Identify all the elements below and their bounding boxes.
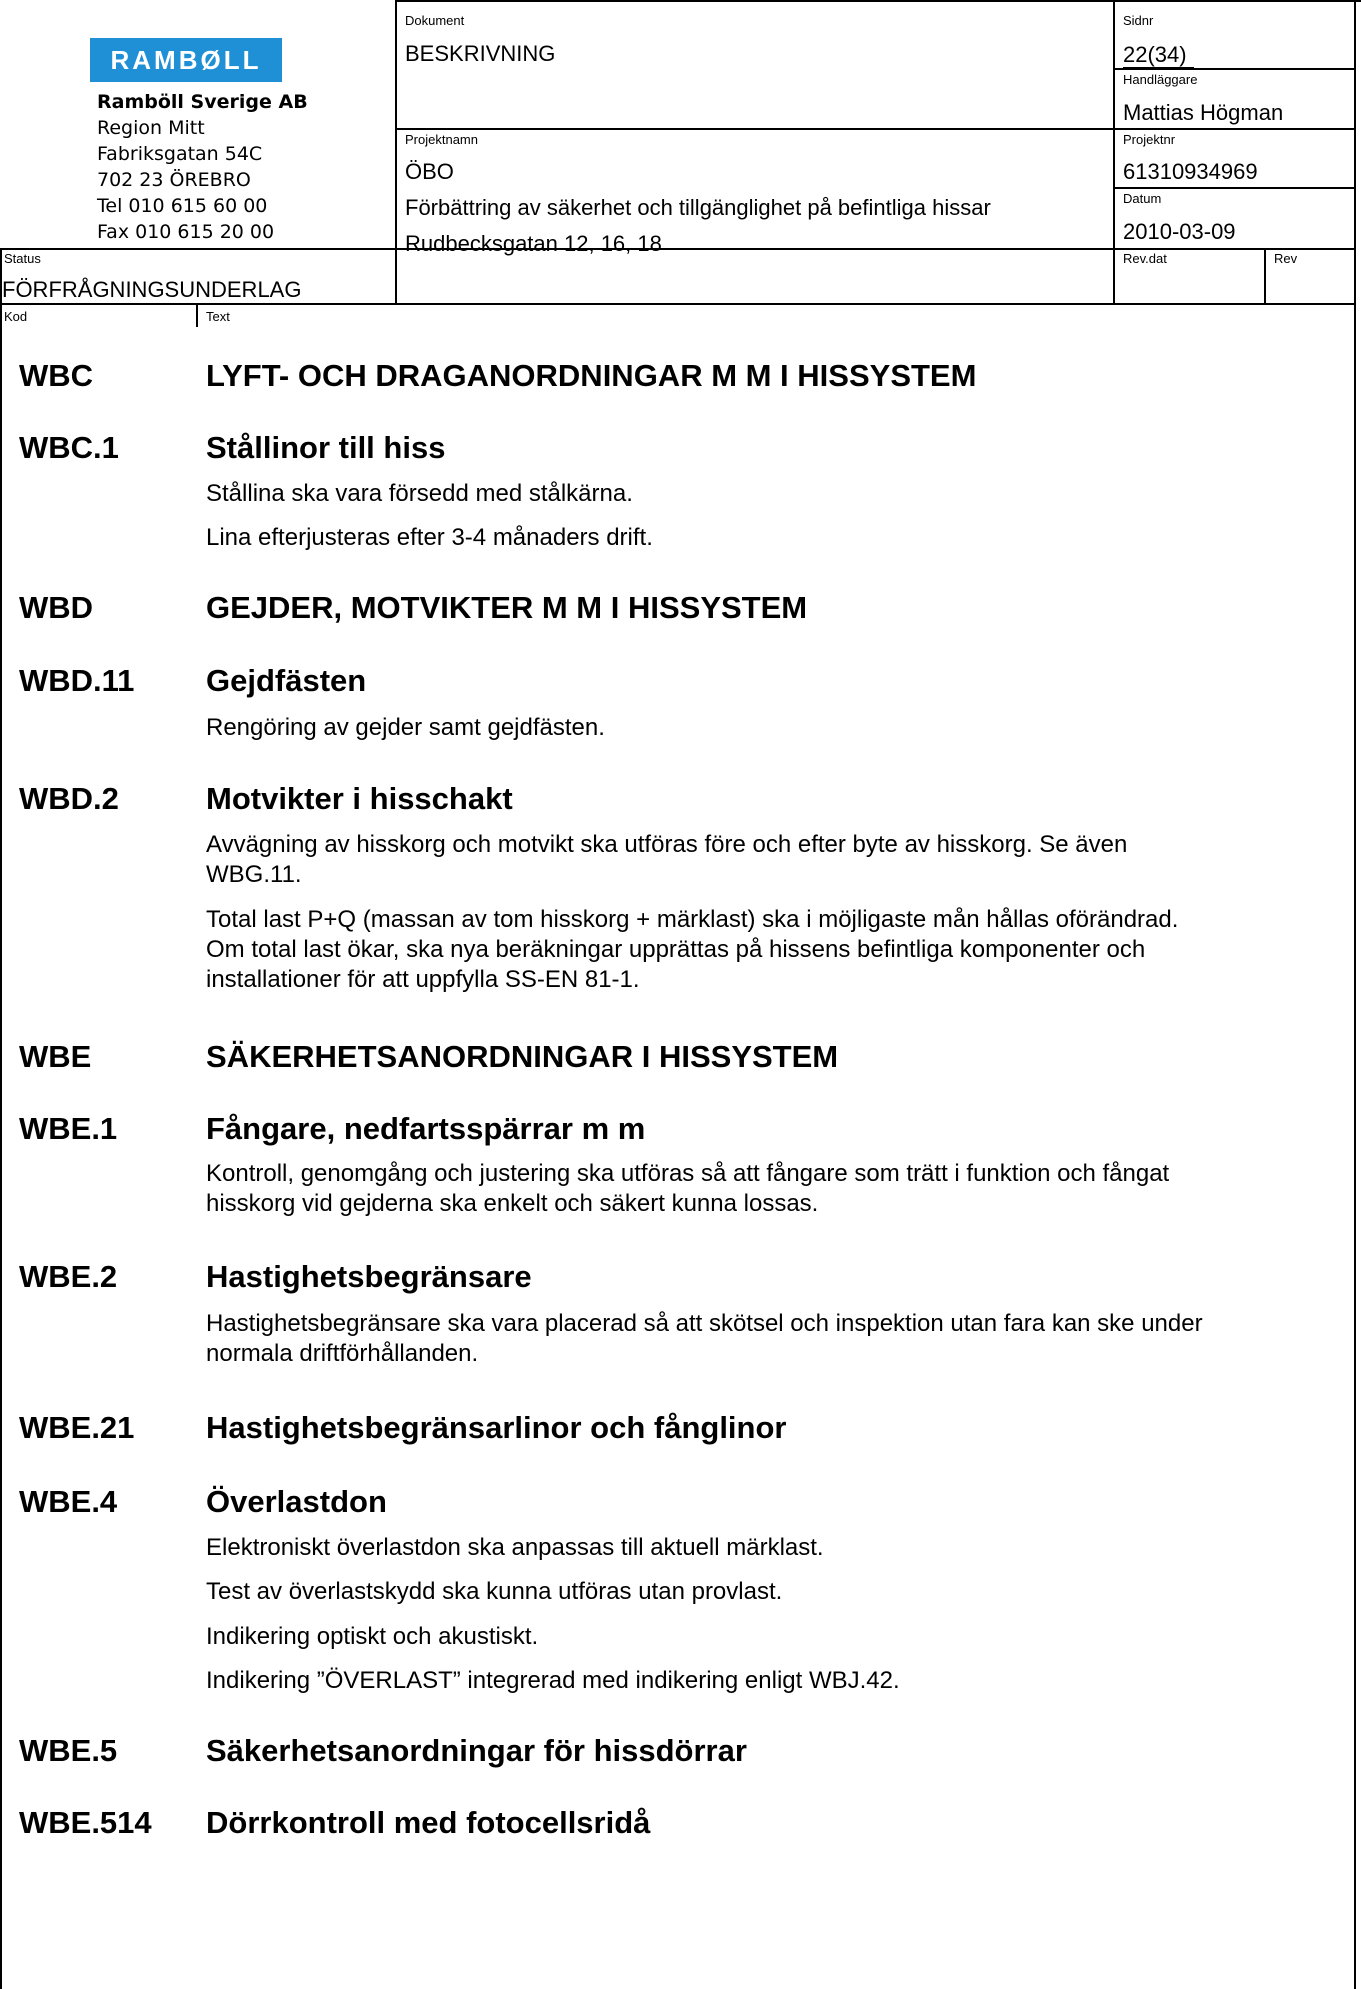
projektnr-label: Projektnr xyxy=(1123,132,1176,147)
section-paragraph: Indikering ”ÖVERLAST” integrerad med indikering enligt WBJ.42. xyxy=(206,1667,900,1694)
projektnamn-line-3: Rudbecksgatan 12, 16, 18 xyxy=(405,231,662,256)
datum-value: 2010-03-09 xyxy=(1123,219,1236,244)
section-title: GEJDER, MOTVIKTER M M I HISSYSTEM xyxy=(206,590,808,625)
header-hline-handlaggare xyxy=(1113,68,1356,70)
projektnamn-label: Projektnamn xyxy=(405,132,478,147)
projektnamn-line-1: ÖBO xyxy=(405,159,454,184)
section-code: WBE.1 xyxy=(19,1111,118,1146)
revdat-label: Rev.dat xyxy=(1123,251,1167,266)
section-code: WBD.11 xyxy=(19,663,135,698)
section-code: WBE.4 xyxy=(19,1484,118,1519)
header-hline-status xyxy=(0,248,1356,250)
section-paragraph: Elektroniskt överlastdon ska anpassas till aktuell märklast. xyxy=(206,1534,824,1561)
section-title: Dörrkontroll med fotocellsridå xyxy=(206,1805,651,1840)
section-title: Säkerhetsanordningar för hissdörrar xyxy=(206,1733,747,1768)
projektnr-value: 61310934969 xyxy=(1123,159,1258,184)
section-title: Motvikter i hisschakt xyxy=(206,781,513,816)
company-line: 702 23 ÖREBRO xyxy=(97,169,251,191)
section-code: WBE xyxy=(19,1039,92,1074)
datum-label: Datum xyxy=(1123,191,1162,206)
kod-text-divider xyxy=(196,305,198,327)
header-divider-v2 xyxy=(1113,0,1115,305)
section-paragraph: Indikering optiskt och akustiskt. xyxy=(206,1623,539,1650)
section-title: Fångare, nedfartsspärrar m m xyxy=(206,1111,646,1146)
company-name: Ramböll Sverige AB xyxy=(97,91,308,113)
header-top-border xyxy=(395,0,1361,2)
section-code: WBE.2 xyxy=(19,1259,118,1294)
section-title: Överlastdon xyxy=(206,1484,387,1519)
text-label: Text xyxy=(206,309,230,324)
section-code: WBE.514 xyxy=(19,1805,152,1840)
section-code: WBC.1 xyxy=(19,430,119,465)
handlaggare-label: Handläggare xyxy=(1123,72,1198,87)
sidnr-underline xyxy=(1123,67,1194,68)
dokument-value: BESKRIVNING xyxy=(405,41,556,66)
section-paragraph: Lina efterjusteras efter 3-4 månaders drift. xyxy=(206,524,653,551)
section-code: WBD.2 xyxy=(19,781,119,816)
status-label: Status xyxy=(4,251,41,266)
header-hline-datum xyxy=(1113,187,1356,189)
section-paragraph: Total last P+Q (massan av tom hisskorg + märklast) ska i möjligaste mån hållas oförändrad. Om total last ökar, ska nya beräkningar upprättas på hissens befintliga komponenter och installationer för att uppfylla SS-EN 81-1. xyxy=(206,906,1179,993)
rev-label: Rev xyxy=(1274,251,1298,266)
section-title: Hastighetsbegränsare xyxy=(206,1259,532,1294)
sidnr-value: 22(34) xyxy=(1123,42,1187,67)
section-code: WBD xyxy=(19,590,94,625)
company-line: Tel 010 615 60 00 xyxy=(97,195,268,217)
section-paragraph: Rengöring av gejder samt gejdfästen. xyxy=(206,714,605,741)
projektnamn-line-2: Förbättring av säkerhet och tillgänglighet på befintliga hissar xyxy=(405,195,991,220)
header-hline-dokument xyxy=(395,128,1356,130)
company-line: Fabriksgatan 54C xyxy=(97,143,263,165)
section-code: WBC xyxy=(19,358,94,393)
sidnr-label: Sidnr xyxy=(1123,13,1154,28)
section-title: Stållinor till hiss xyxy=(206,430,446,465)
company-line: Fax 010 615 20 00 xyxy=(97,221,275,243)
section-title: Hastighetsbegränsarlinor och fånglinor xyxy=(206,1410,787,1445)
header-divider-v1 xyxy=(395,0,397,305)
section-title: SÄKERHETSANORDNINGAR I HISSYSTEM xyxy=(206,1039,839,1074)
section-paragraph: Stållina ska vara försedd med stålkärna. xyxy=(206,480,633,507)
section-paragraph: Hastighetsbegränsare ska vara placerad så att skötsel och inspektion utan fara kan ske under normala driftförhållanden. xyxy=(206,1310,1203,1367)
header-divider-v3 xyxy=(1264,248,1266,305)
frame-left-border xyxy=(0,248,2,1989)
company-address xyxy=(97,89,387,245)
section-title: LYFT- OCH DRAGANORDNINGAR M M I HISSYSTEM xyxy=(206,358,977,393)
handlaggare-value: Mattias Högman xyxy=(1123,100,1284,125)
section-paragraph: Test av överlastskydd ska kunna utföras utan provlast. xyxy=(206,1578,783,1605)
header-hline-bottom xyxy=(0,303,1356,305)
kod-label: Kod xyxy=(4,309,28,324)
section-paragraph: Avvägning av hisskorg och motvikt ska utföras före och efter byte av hisskorg. Se även WBG.11. xyxy=(206,831,1128,888)
dokument-label: Dokument xyxy=(405,13,465,28)
section-code: WBE.5 xyxy=(19,1733,118,1768)
section-code: WBE.21 xyxy=(19,1410,135,1445)
frame-right-border xyxy=(1354,0,1356,1989)
ramboll-logo: RAMBØLL xyxy=(90,38,282,82)
section-title: Gejdfästen xyxy=(206,663,367,698)
section-paragraph: Kontroll, genomgång och justering ska utföras så att fångare som trätt i funktion och fångat hisskorg vid gejderna ska enkelt och säkert kunna lossas. xyxy=(206,1160,1170,1217)
company-line: Region Mitt xyxy=(97,117,205,139)
status-value: FÖRFRÅGNINGSUNDERLAG xyxy=(2,277,302,302)
